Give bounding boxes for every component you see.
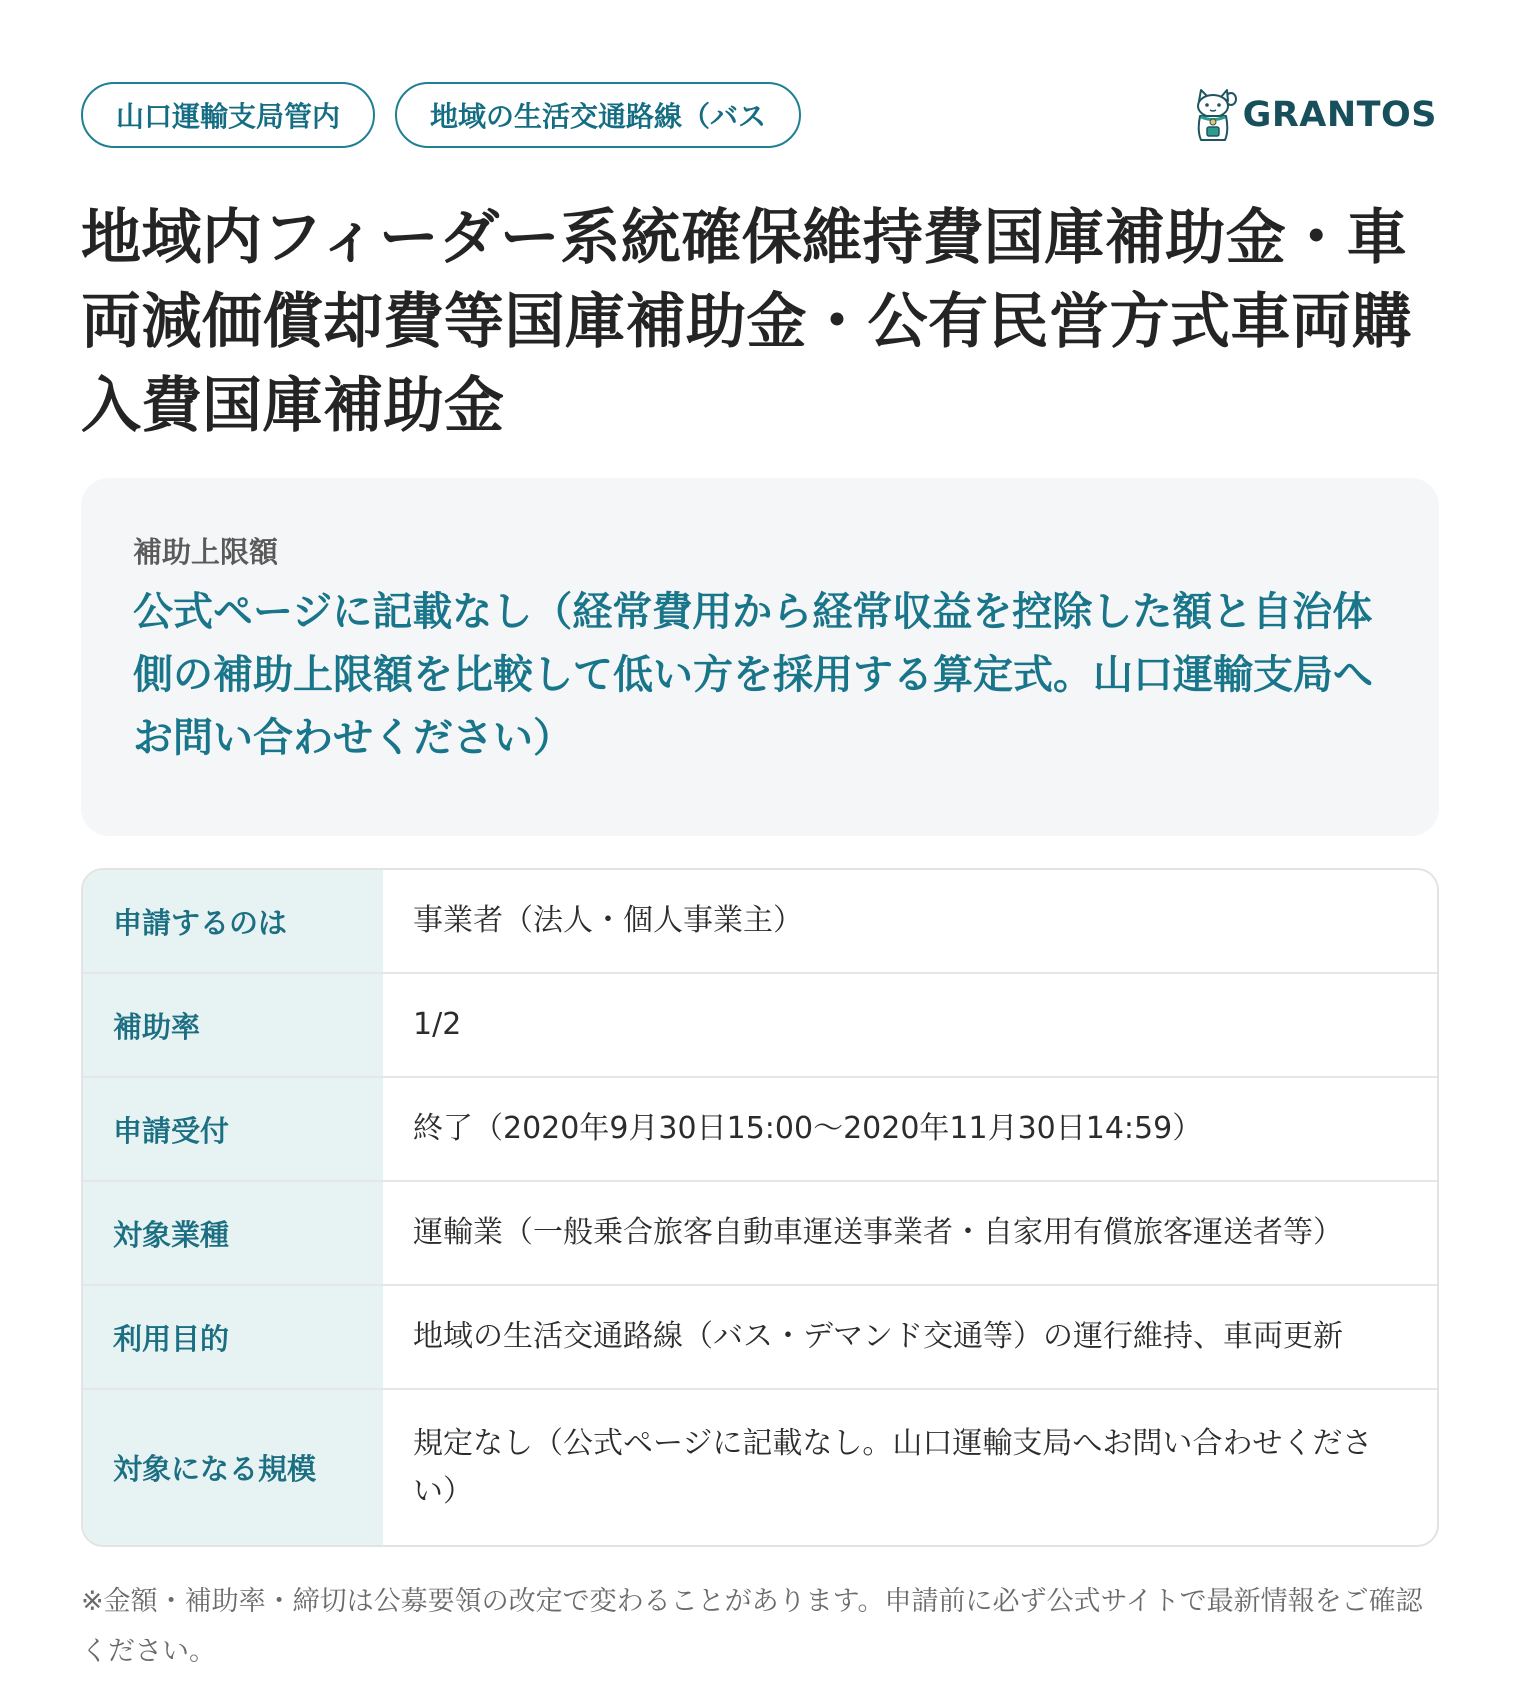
region-tag[interactable]: 山口運輸支局管内 [81, 82, 375, 148]
row-value-scale: 規定なし（公式ページに記載なし。山口運輸支局へお問い合わせください） [413, 1425, 1373, 1509]
maneki-neko-cat-icon [1191, 87, 1237, 143]
disclaimer-footnote: ※金額・補助率・締切は公募要領の改定で変わることがあります。申請前に必ず公式サイトで最新情報をご確認ください。 [81, 1586, 1423, 1667]
row-value-industry: 運輸業（一般乗合旅客自動車運送事業者・自家用有償旅客運送者等） [413, 1215, 1343, 1250]
header [81, 80, 1439, 150]
row-value-applicant: 事業者（法人・個人事業主） [413, 903, 803, 938]
row-value-application-period: 終了（2020年9月30日15:00〜2020年11月30日14:59） [413, 1111, 1203, 1146]
table-row [83, 1180, 1437, 1284]
page-title: 地域内フィーダー系統確保維持費国庫補助金・車両減価償却費等国庫補助金・公有民営方式車両購入費国庫補助金 [81, 203, 1412, 441]
row-label-industry: 対象業種 [83, 1182, 383, 1284]
row-value-purpose: 地域の生活交通路線（バス・デマンド交通等）の運行維持、車両更新 [413, 1319, 1343, 1354]
table-row [83, 870, 1437, 972]
table-row [83, 1388, 1437, 1545]
grantos-logo[interactable] [1191, 87, 1437, 143]
row-label-purpose: 利用目的 [83, 1286, 383, 1388]
table-row [83, 1076, 1437, 1180]
tag-list [81, 82, 801, 148]
category-tag[interactable]: 地域の生活交通路線（バス [395, 82, 801, 148]
subsidy-cap-value: 公式ページに記載なし（経常費用から経常収益を控除した額と自治体側の補助上限額を比較して低い方を採用する算定式。山口運輸支局へお問い合わせください） [133, 589, 1373, 761]
row-label-application-period: 申請受付 [83, 1078, 383, 1180]
row-label-subsidy-rate: 補助率 [83, 974, 383, 1076]
row-value-subsidy-rate: 1/2 [413, 1007, 462, 1042]
row-label-scale: 対象になる規模 [83, 1390, 383, 1545]
subsidy-cap-label: 補助上限額 [133, 535, 279, 569]
table-row [83, 972, 1437, 1076]
subsidy-cap-box [81, 478, 1439, 836]
row-label-applicant: 申請するのは [83, 870, 383, 972]
logo-text: GRANTOS [1242, 95, 1437, 135]
table-row [83, 1284, 1437, 1388]
info-table [81, 868, 1439, 1547]
